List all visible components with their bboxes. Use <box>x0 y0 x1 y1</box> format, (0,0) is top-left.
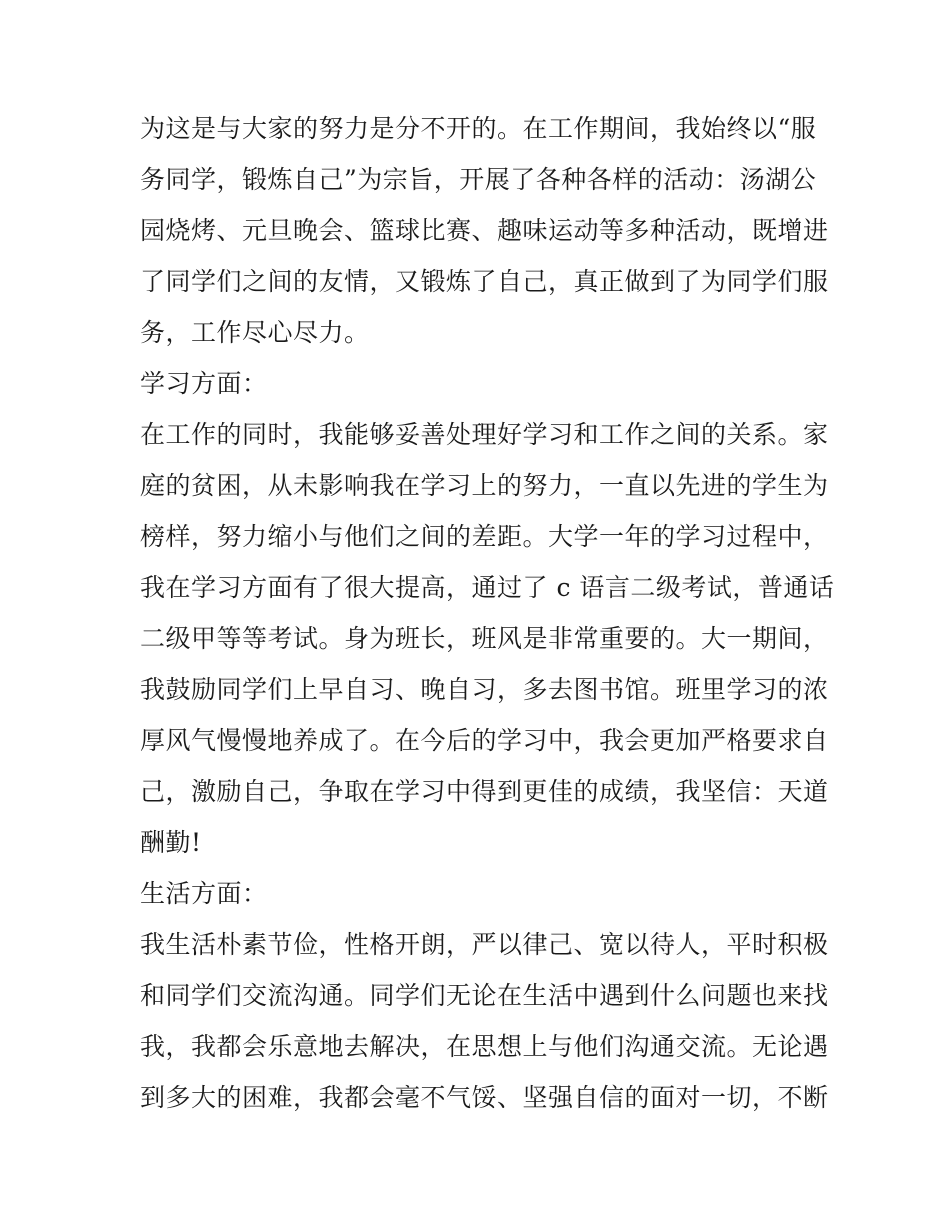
text-line: 了同学们之间的友情，又锻炼了自己，真正做到了为同学们服 <box>140 267 829 296</box>
text-line: 己，激励自己，争取在学习中得到更佳的成绩，我坚信：天道 <box>140 777 829 806</box>
text-line: 务，工作尽心尽力。 <box>140 318 370 347</box>
text-line: 务同学，锻炼自己”为宗旨，开展了各种各样的活动：汤湖公 <box>140 165 817 194</box>
text-line: 我生活朴素节俭，性格开朗，严以律己、宽以待人，平时积极 <box>140 930 829 959</box>
text-line: 我，我都会乐意地去解决，在思想上与他们沟通交流。无论遇 <box>140 1032 829 1061</box>
text-line: 庭的贫困，从未影响我在学习上的努力，一直以先进的学生为 <box>140 471 829 500</box>
section-heading-life: 生活方面： <box>140 879 268 908</box>
text-line: 到多大的困难，我都会毫不气馁、坚强自信的面对一切，不断 <box>140 1083 829 1112</box>
text-line: 在工作的同时，我能够妥善处理好学习和工作之间的关系。家 <box>140 420 829 449</box>
text-line: 酬勤! <box>140 828 202 857</box>
text-line: 榜样，努力缩小与他们之间的差距。大学一年的学习过程中， <box>140 522 829 551</box>
text-line: 我在学习方面有了很大提高，通过了 c 语言二级考试，普通话 <box>140 573 835 602</box>
text-line: 厚风气慢慢地养成了。在今后的学习中，我会更加严格要求自 <box>140 726 829 755</box>
text-line: 和同学们交流沟通。同学们无论在生活中遇到什么问题也来找 <box>140 981 829 1010</box>
text-line: 二级甲等等考试。身为班长，班风是非常重要的。大一期间， <box>140 624 829 653</box>
section-heading-study: 学习方面： <box>140 369 268 398</box>
text-line: 园烧烤、元旦晚会、篮球比赛、趣味运动等多种活动，既增进 <box>140 216 829 245</box>
text-line: 我鼓励同学们上早自习、晚自习，多去图书馆。班里学习的浓 <box>140 675 829 704</box>
text-line: 为这是与大家的努力是分不开的。在工作期间，我始终以“服 <box>140 114 817 143</box>
